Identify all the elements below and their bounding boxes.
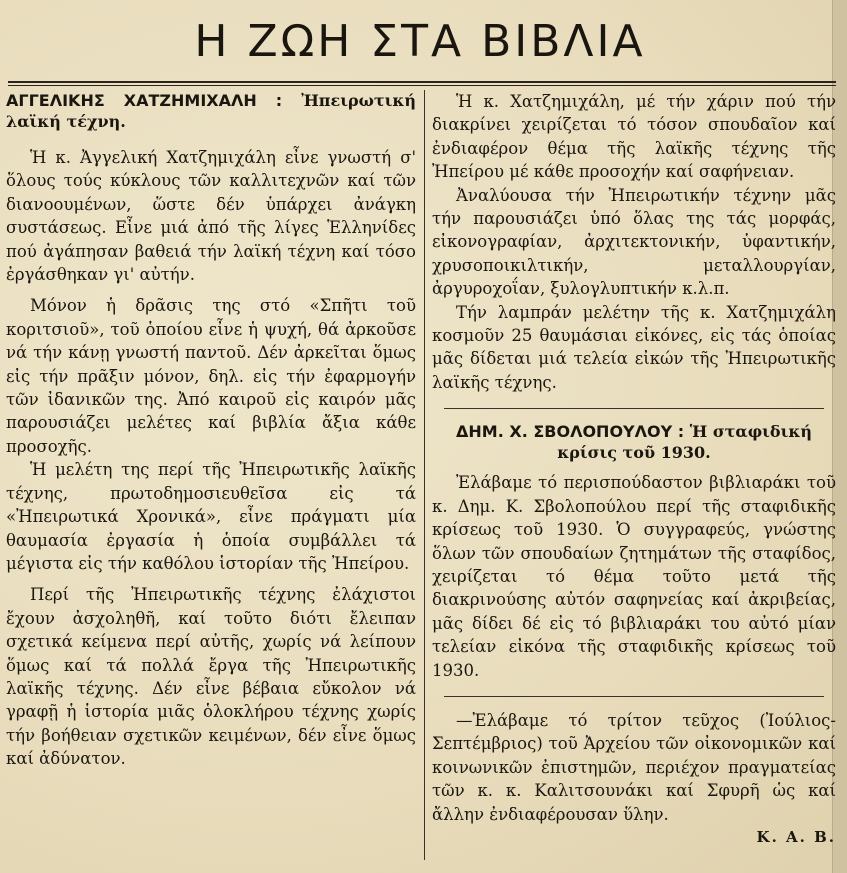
left-paragraph-3: Ἡ μελέτη της περί τῆς Ἠπειρωτικῆς λαϊκῆς τέχνης, πρωτοδημοσιευθεῖσα εἰς τά «Ἠπειρωτικά Χρονικά», εἶνε πράγματι μία θαυμασία ἐργασία ἡ ὁποία συμβάλλει τά μέγιστα εἰς τήν καθόλου ἱστορίαν τῆς Ἠπείρου. bbox=[6, 460, 416, 573]
review-title-1: Ἠπειρωτική λαϊκή τέχνη. bbox=[6, 91, 416, 131]
page-headline: Η ΖΩΗ ΣΤΑ ΒΙΒΛΙΑ bbox=[194, 16, 646, 67]
left-column bbox=[6, 90, 416, 771]
right-paragraph-1: Ἡ κ. Χατζημιχάλη, μέ τήν χάριν πού τήν διακρίνει χειρίζεται τό τόσον σπουδαῖον καί ἐνδιαφέρον θέμα τῆς λαϊκῆς τέχνης τῆς Ἠπείρου μέ κάθε προσοχήν καί σαφήνειαν. bbox=[432, 92, 836, 182]
section-separator bbox=[444, 408, 824, 409]
review-heading-2 bbox=[432, 421, 836, 463]
signature: Κ. Α. Β. bbox=[756, 827, 836, 846]
section-separator-2 bbox=[444, 696, 824, 697]
headline-rule bbox=[8, 81, 836, 83]
right-paragraph-4: Ἐλάβαμε τό περισπούδαστον βιβλιαράκι τοῦ κ. Δημ. Κ. Σβολοπούλου περί τῆς σταφιδικῆς κρίσεως τοῦ 1930. Ὁ συγγραφεύς, γνώστης ὅλων τῶν σπουδαίων ζητημάτων τῆς σταφίδος, χειρίζεται τό θέμα τοῦτο μετά τῆς διακρινούσης αὐτόν σαφηνείας καί ἀκριβείας, μᾶς δίδει δέ εἰς τό βιβλιαράκι του αὐτό μίαν τελείαν εἰκόνα τῆς σταφιδικῆς κρίσεως τοῦ 1930. bbox=[432, 473, 836, 680]
left-paragraph-4: Περί τῆς Ἠπειρωτικῆς τέχνης ἐλάχιστοι ἔχουν ἀσχοληθῆ, καί τοῦτο διότι ἔλειπαν σχετικά κείμενα περί αὐτῆς, χωρίς νά λείπουν ὅμως καί τά πολλά ἔργα τῆς Ἠπειρωτικῆς λαϊκῆς τέχνης. Δέν εἶνε βέβαια εὔκολον νά γραφῇ ἡ ἱστορία μιᾶς ὁλοκλήρου τέχνης χωρίς τήν βοήθειαν σχετικῶν κειμένων, δέν εἶνε ὅμως καί ἀδύνατον. bbox=[6, 585, 416, 769]
left-paragraph-1: Ἡ κ. Ἀγγελική Χατζημιχάλη εἶνε γνωστή σ' ὅλους τούς κύκλους τῶν καλλιτεχνῶν καί τῶν διανοουμένων, ὥστε δέν ὑπάρχει ἀνάγκη συστάσεως. Εἶνε μιά ἀπό τῆς λίγες Ἑλληνίδες πού ἀγάπησαν βαθειά τήν λαϊκή τέχνη καί τόσο ἐργάσθηκαν γι' αὐτήν. bbox=[6, 148, 416, 285]
review-author-2: ΔΗΜ. Χ. ΣΒΟΛΟΠΟΥΛΟΥ : bbox=[456, 422, 685, 442]
review-heading-1 bbox=[6, 90, 416, 132]
review-author-1: ΑΓΓΕΛΙΚΗΣ ΧΑΤΖΗΜΙΧΑΛΗ : bbox=[6, 91, 283, 110]
right-paragraph-5: —Ἐλάβαμε τό τρίτον τεῦχος (Ἰούλιος-Σεπτέμβριος) τοῦ Ἀρχείου τῶν οἰκονομικῶν καί κοινωνικῶν ἐπιστημῶν, περιέχον πραγματείας τῶν κ. κ. Καλιτσουνάκι καί Σφυρῆ ὡς καί ἄλλην ἐνδιαφέρουσαν ὕλην. bbox=[432, 710, 836, 824]
right-column bbox=[432, 90, 836, 848]
review-title-2: Ἡ σταφιδική κρίσις τοῦ 1930. bbox=[557, 422, 812, 463]
headline-rule-thin bbox=[8, 85, 836, 86]
right-paragraph-3: Τήν λαμπράν μελέτην τῆς κ. Χατζημιχάλη κοσμοῦν 25 θαυμάσιαι εἰκόνες, εἰς τάς ὁποίας μᾶς δίδεται μιά τελεία εἰκών τῆς Ἠπειρωτικῆς λαϊκῆς τέχνης. bbox=[432, 302, 836, 392]
right-paragraph-2: Ἀναλύουσα τήν Ἠπειρωτικήν τέχνην μᾶς τήν παρουσιάζει ὑπό ὅλας της τάς μορφάς, εἰκονογραφίαν, ἀρχιτεκτονικήν, ὑφαντικήν, χρυσοποικιλτικήν, μεταλλουργίαν, ἀργυροχοΐαν, ξυλογλυπτικήν κ.λ.π. bbox=[432, 185, 836, 299]
left-paragraph-2: Μόνον ἡ δρᾶσις της στό «Σπῆτι τοῦ κοριτσιοῦ», τοῦ ὁποίου εἶνε ἡ ψυχή, θά ἀρκοῦσε νά τήν κάνῃ γνωστή παντοῦ. Δέν ἀρκεῖται ὅμως εἰς τήν πρᾶξιν μόνον, δηλ. εἰς τήν ἐφαρμογήν τῶν ἰδανικῶν της. Ἀπό καιροῦ εἰς καιρόν μᾶς παρουσιάζει μελέτες καί βιβλία ἄξια κάθε προσοχῆς. bbox=[6, 296, 416, 456]
column-divider bbox=[424, 90, 425, 860]
